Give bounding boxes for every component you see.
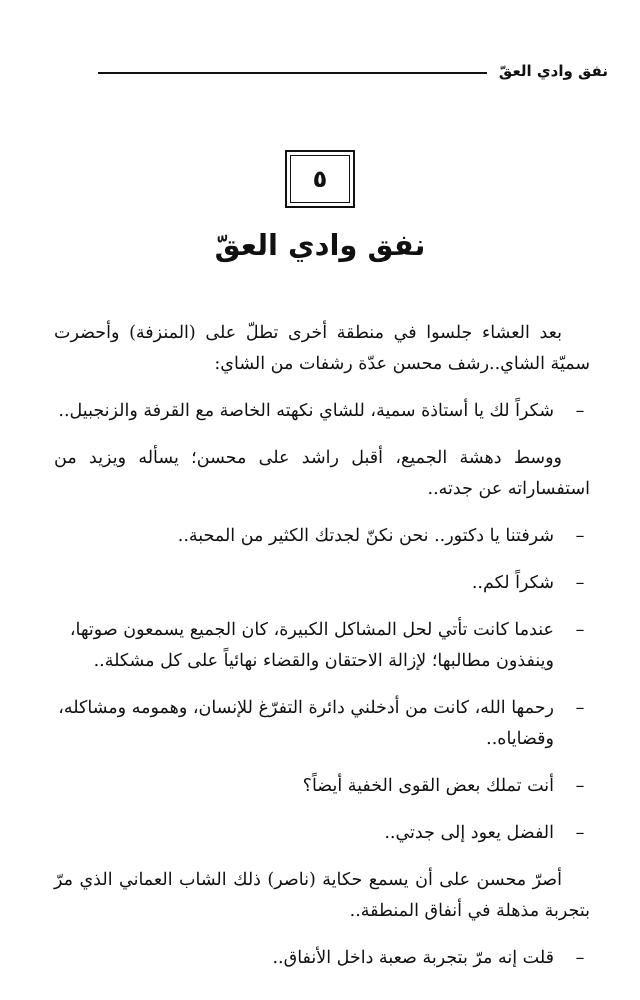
narrative-paragraph: أصرّ محسن على أن يسمع حكاية (ناصر) ذلك الشاب العماني الذي مرّ بتجربة مذهلة في أنفاق المنطقة..	[54, 870, 590, 921]
dialogue-text: قلت إنه مرّ بتجربة صعبة داخل الأنفاق..	[272, 948, 554, 968]
dialogue-text: شرفتنا يا دكتور.. نحن نكنّ لجدتك الكثير من المحبة..	[177, 526, 554, 546]
dialogue-dash: –	[575, 698, 585, 718]
chapter-number: ٥	[290, 155, 350, 203]
dialogue-line	[54, 818, 590, 849]
dialogue-dash: –	[575, 526, 585, 546]
running-title: نفق وادي العقّ	[498, 62, 608, 80]
dialogue-dash: –	[575, 401, 585, 421]
dialogue-text: شكراً لكم..	[471, 573, 554, 593]
dialogue-text: عندما كانت تأتي لحل المشاكل الكبيرة، كان الجميع يسمعون صوتها، وينفذون مطالبها؛ لإزالة الاحتقان والقضاء نهائياً على كل مشكلة..	[69, 620, 554, 671]
dialogue-line	[54, 568, 590, 599]
dialogue-line	[54, 615, 590, 677]
header-rule	[98, 72, 487, 74]
dialogue-dash: –	[575, 948, 585, 968]
narrative-paragraph: ووسط دهشة الجميع، أقبل راشد على محسن؛ يسأله ويزيد من استفساراته عن جدته..	[54, 448, 590, 499]
chapter-title: نفق وادي العقّ	[214, 228, 426, 262]
dialogue-dash: –	[575, 620, 585, 640]
dialogue-text: الفضل يعود إلى جدتي..	[384, 823, 554, 843]
dialogue-line	[54, 943, 590, 974]
dialogue-dash: –	[575, 573, 585, 593]
dialogue-text: رحمها الله، كانت من أدخلني دائرة التفرّغ للإنسان، وهمومه ومشاكله، وقضاياه..	[58, 698, 554, 749]
chapter-number-box	[285, 150, 355, 208]
dialogue-line	[54, 771, 590, 802]
dialogue-dash: –	[575, 823, 585, 843]
narrative-paragraph: بعد العشاء جلسوا في منطقة أخرى تطلّ على (المنزفة) وأحضرت سميّة الشاي..رشف محسن عدّة رشفات من الشاي:	[54, 323, 590, 374]
body-text	[54, 318, 590, 990]
dialogue-dash: –	[575, 776, 585, 796]
dialogue-text: شكراً لك يا أستاذة سمية، للشاي نكهته الخاصة مع القرفة والزنجبيل..	[58, 401, 554, 421]
dialogue-line	[54, 521, 590, 552]
dialogue-line	[54, 693, 590, 755]
running-header	[98, 58, 608, 84]
dialogue-text: أنت تملك بعض القوى الخفية أيضاً؟	[302, 776, 554, 796]
dialogue-line	[54, 396, 590, 427]
